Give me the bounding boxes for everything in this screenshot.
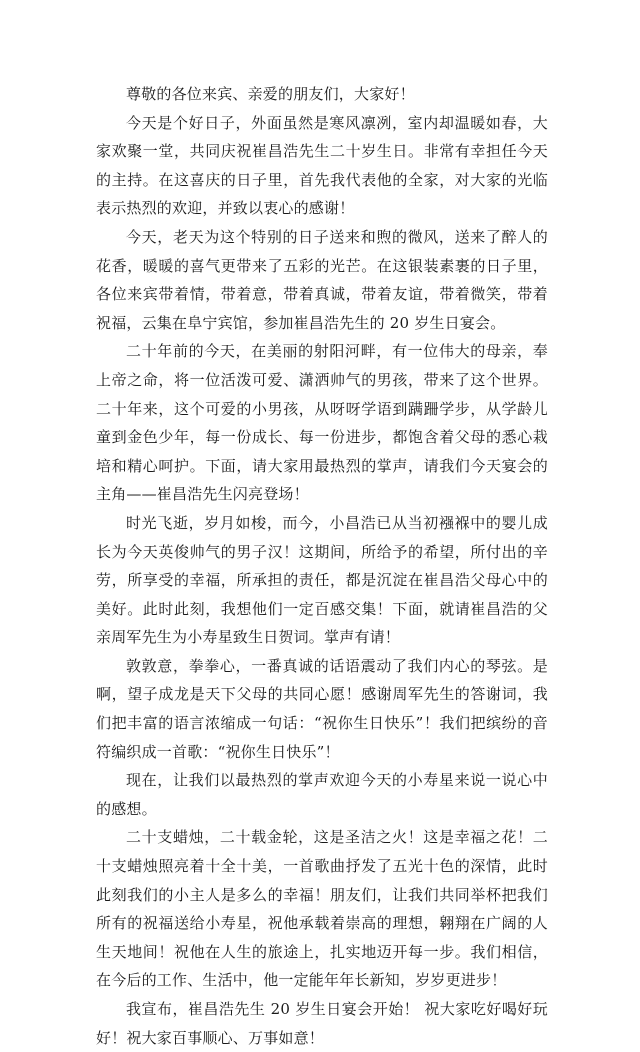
- paragraph-growth: 时光飞逝，岁月如梭，而今，小昌浩已从当初襁褓中的婴儿成长为今天英俊帅气的男子汉！这期间，所给予的希望，所付出的辛劳，所享受的幸福，所承担的责任，都是沉淀在崔昌浩父母心中的美好。此时此刻，我想他们一定百感交集！下面，就请崔昌浩的父亲周军先生为小寿星致生日贺词。掌声有请！: [96, 513, 548, 647]
- paragraph-invite-speech: 现在，让我们以最热烈的掌声欢迎今天的小寿星来说一说心中的感想。: [96, 771, 548, 818]
- paragraph-blessing: 二十支蜡烛，二十载金轮，这是圣洁之火！这是幸福之花！二十支蜡烛照亮着十全十美，一首歌曲抒发了五光十色的深情，此时此刻我们的小主人是多么的幸福！朋友们，让我们共同举杯把我们所有的祝福送给小寿星，祝他承载着崇高的理想，翱翔在广阔的人生天地间！祝他在人生的旅途上，扎实地迈开每一步。我们相信，在今后的工作、生活中，他一定能年年长新知，岁岁更进步！: [96, 828, 548, 990]
- document-page: [96, 80, 548, 1052]
- paragraph-response: 敦敦意，拳拳心，一番真诚的话语震动了我们内心的琴弦。是啊，望子成龙是天下父母的共同心愿！感谢周军先生的答谢词，我们把丰富的语言浓缩成一句话：“祝你生日快乐”！我们把缤纷的音符编织成一首歌：“祝你生日快乐”！: [96, 656, 548, 761]
- paragraph-closing: 我宣布，崔昌浩先生 20 岁生日宴会开始！ 祝大家吃好喝好玩好！祝大家百事顺心、万事如意！: [96, 1000, 548, 1047]
- paragraph-welcome: 今天，老天为这个特别的日子送来和煦的微风，送来了醉人的花香，暖暖的喜气更带来了五彩的光芒。在这银装素裹的日子里，各位来宾带着情，带着意，带着真诚，带着友谊，带着微笑，带着祝福，云集在阜宁宾馆，参加崔昌浩先生的 20 岁生日宴会。: [96, 227, 548, 332]
- paragraph-opening: 今天是个好日子，外面虽然是寒风凛冽，室内却温暖如春，大家欢聚一堂，共同庆祝崔昌浩先生二十岁生日。非常有幸担任今天的主持。在这喜庆的日子里，首先我代表他的全家，对大家的光临表示热烈的欢迎，并致以衷心的感谢！: [96, 113, 548, 218]
- paragraph-greeting: 尊敬的各位来宾、亲爱的朋友们，大家好！: [126, 85, 415, 103]
- paragraph-birth: 二十年前的今天，在美丽的射阳河畔，有一位伟大的母亲，奉上帝之命，将一位活泼可爱、潇洒帅气的男孩，带来了这个世界。二十年来，这个可爱的小男孩，从呀呀学语到蹒跚学步，从学龄儿童到金色少年，每一份成长、每一份进步，都饱含着父母的悉心栽培和精心呵护。下面，请大家用最热烈的掌声，请我们今天宴会的主角——崔昌浩先生闪亮登场！: [96, 342, 548, 504]
